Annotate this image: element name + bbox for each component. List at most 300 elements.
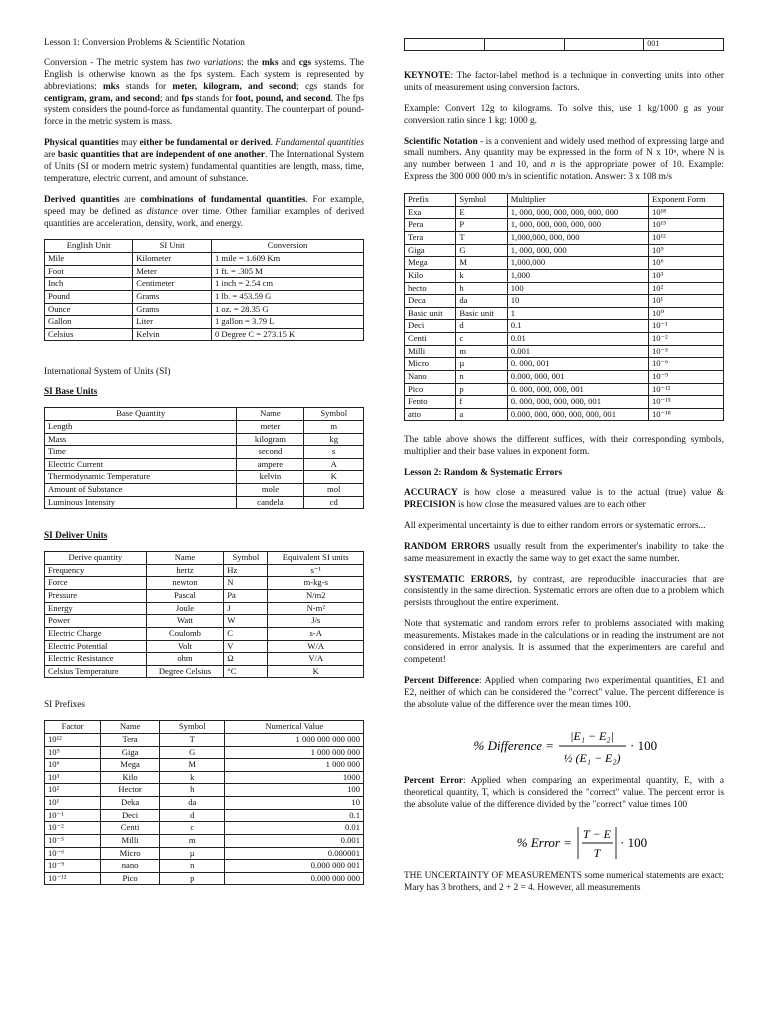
table-cell: 10⁻¹ xyxy=(45,809,101,822)
scientific-notation-paragraph xyxy=(404,137,724,185)
table-cell: Pera xyxy=(405,219,456,232)
table-cell: Basic unit xyxy=(456,307,507,320)
table-cell: 10⁹ xyxy=(649,244,724,257)
table-cell: T xyxy=(160,733,225,746)
table-cell: ohm xyxy=(146,653,224,666)
column-header: Numerical Value xyxy=(225,721,364,734)
column-header: Prefix xyxy=(405,194,456,207)
formula1-equals: = xyxy=(546,738,554,754)
table-cell: Degree Celsius xyxy=(146,665,224,678)
table-cell: candela xyxy=(237,496,304,509)
table-row xyxy=(45,564,364,577)
table-cell: 1 000 000 xyxy=(225,759,364,772)
column-header: English Unit xyxy=(45,240,133,253)
table-row xyxy=(45,733,364,746)
table-row xyxy=(45,265,364,278)
table-row xyxy=(45,433,364,446)
si-derived-units-title: SI Deliver Units xyxy=(44,531,108,542)
table-row xyxy=(405,320,724,333)
text-run: PRECISION xyxy=(404,499,456,510)
table-row xyxy=(45,471,364,484)
text-run: : Applied when comparing an experimental quantity, E, with a theoretical quantity, T, which is considered the "correct" value. The percent error is the absolute value of the difference divided by the "correct" value times 100 xyxy=(404,776,725,811)
text-run: Physical quantities xyxy=(44,138,119,149)
table-cell: p xyxy=(456,383,507,396)
table-row xyxy=(405,358,724,371)
formula2-numerator: T − E xyxy=(583,827,611,842)
table-row xyxy=(405,219,724,232)
table-cell: µ xyxy=(160,847,225,860)
table-cell: Centimeter xyxy=(133,278,212,291)
table-cell: Tera xyxy=(101,733,160,746)
table-header-row xyxy=(45,721,364,734)
table-row xyxy=(405,333,724,346)
table-cell: 1000 xyxy=(225,771,364,784)
table-cell: Luminous Intensity xyxy=(45,496,237,509)
text-run: are xyxy=(119,194,141,205)
text-run: fps xyxy=(181,93,194,104)
table-row xyxy=(405,383,724,396)
table-cell: m-kg-s xyxy=(268,577,364,590)
table-cell: Mass xyxy=(45,433,237,446)
physical-quantities-paragraph xyxy=(44,138,364,186)
text-run: by contrast, are reproducible inaccuracies that are consistently in the same direction. Systematic errors are often due to a problem which persists throughout the entire experiment. xyxy=(404,574,725,609)
column-header: Factor xyxy=(45,721,101,734)
table-cell: Centi xyxy=(405,333,456,346)
table-cell: 10¹² xyxy=(45,733,101,746)
table-cell: ampere xyxy=(237,458,304,471)
example-paragraph xyxy=(404,104,724,128)
page-header-table xyxy=(404,38,724,51)
table-cell: c xyxy=(456,333,507,346)
formula2-denominator: T xyxy=(593,846,601,861)
table-cell: 10⁻¹⁵ xyxy=(649,396,724,409)
table-cell: 1 000 000 000 000 xyxy=(225,733,364,746)
table-cell: Thermodynamic Temperature xyxy=(45,471,237,484)
text-run: : The factor-label method is a technique in converting units into other units of measurement using conversion factors. xyxy=(404,71,724,93)
table-cell: Kilometer xyxy=(133,253,212,266)
table-cell: 10³ xyxy=(45,771,101,784)
table-cell: Basic unit xyxy=(405,307,456,320)
table-cell: 1 gallon = 3.79 L xyxy=(211,316,363,329)
si-title: International System of Units (SI) xyxy=(44,367,171,378)
si-prefixes-title: SI Prefixes xyxy=(44,700,86,711)
table-header-row xyxy=(45,240,364,253)
text-run: Example: Convert 12g to kilograms. To solve this, use 1 kg/1000 g as your conversion ratio since 1 kg: 1000 g. xyxy=(404,103,724,126)
random-errors-paragraph xyxy=(404,542,724,566)
text-run: Percent Difference xyxy=(404,675,479,686)
table-cell: 1, 000, 000, 000 xyxy=(507,244,648,257)
table-cell: 1 lb. = 453.59 G xyxy=(211,290,363,303)
table-cell: Ω xyxy=(224,653,268,666)
table-row xyxy=(45,316,364,329)
column-header: Derive quantity xyxy=(45,552,147,565)
si-base-units-title: SI Base Units xyxy=(44,387,98,398)
text-run: cgs xyxy=(298,57,312,68)
text-run: and xyxy=(278,57,299,68)
column-header: Equivalent SI units xyxy=(268,552,364,565)
table-cell: K xyxy=(304,471,364,484)
table-cell: E xyxy=(456,206,507,219)
table-cell: Inch xyxy=(45,278,133,291)
table-cell: k xyxy=(456,269,507,282)
table-cell: 10² xyxy=(45,784,101,797)
table-cell: 0.001 xyxy=(225,834,364,847)
table-cell: c xyxy=(160,822,225,835)
table-row xyxy=(45,797,364,810)
table-cell: C xyxy=(224,627,268,640)
table-cell: nano xyxy=(101,860,160,873)
table-cell: N/m2 xyxy=(268,590,364,603)
table-cell: a xyxy=(456,408,507,421)
text-run: . For example, speed may be defined as xyxy=(44,194,365,217)
table-cell: 1, 000, 000, 000, 000, 000 xyxy=(507,219,648,232)
table-cell: p xyxy=(160,872,225,885)
text-run: may xyxy=(118,138,140,149)
table-row xyxy=(45,615,364,628)
table-cell: 0.000, 000, 001 xyxy=(507,370,648,383)
table-cell: 10⁻⁹ xyxy=(649,370,724,383)
header-cell-1 xyxy=(405,39,485,51)
table-cell: Length xyxy=(45,420,237,433)
table-row xyxy=(405,345,724,358)
table-cell: Mile xyxy=(45,253,133,266)
table-cell: 0.001 xyxy=(507,345,648,358)
table-row xyxy=(405,307,724,320)
table-cell: Ounce xyxy=(45,303,133,316)
table-cell: 10⁻³ xyxy=(649,345,724,358)
table-cell: 10 xyxy=(507,295,648,308)
table-row xyxy=(405,244,724,257)
table-header-row xyxy=(405,194,724,207)
table-cell: Time xyxy=(45,446,237,459)
table-cell: W xyxy=(224,615,268,628)
table-cell: Milli xyxy=(405,345,456,358)
table-cell: 10⁻⁹ xyxy=(45,860,101,873)
table-above-paragraph xyxy=(404,435,724,459)
formula1-numerator: |E₁ − E₂| xyxy=(570,729,614,744)
column-header: Name xyxy=(101,721,160,734)
text-run: : the xyxy=(241,57,262,68)
table-row xyxy=(45,665,364,678)
table-cell: 10¹⁸ xyxy=(649,206,724,219)
table-cell: 1,000 xyxy=(507,269,648,282)
text-run: combinations of fundamental quantities xyxy=(140,194,306,205)
header-cell-page-number: 001 xyxy=(644,39,724,51)
text-run: mks xyxy=(102,81,120,92)
table-cell: Pico xyxy=(101,872,160,885)
table-cell: 10⁻¹² xyxy=(45,872,101,885)
table-cell: Electric Resistance xyxy=(45,653,147,666)
conversion-paragraph xyxy=(44,58,364,129)
table-cell: 10⁻⁶ xyxy=(649,358,724,371)
table-row xyxy=(45,496,364,509)
table-cell: d xyxy=(160,809,225,822)
table-cell: Deca xyxy=(405,295,456,308)
column-header: Symbol xyxy=(456,194,507,207)
table-cell: Giga xyxy=(101,746,160,759)
table-cell: 1 ft. = .305 M xyxy=(211,265,363,278)
table-cell: K xyxy=(268,665,364,678)
table-cell: V xyxy=(224,640,268,653)
si-prefixes-table xyxy=(44,720,364,885)
table-cell: 10¹² xyxy=(649,232,724,245)
text-run: ACCURACY xyxy=(404,488,458,499)
text-run: usually result from the experimenter's inability to take the same measurement in exactly the same way to get exact the same number. xyxy=(404,541,724,564)
table-cell: Celsius xyxy=(45,328,133,341)
text-run: is the appropriate power of 10. Example: Express the 300 000 000 m/s in scientific notation. Answer: 3 x 108 m/s xyxy=(404,160,725,183)
text-run: : Applied when comparing two experimental quantities, E1 and E2, neither of which can be considered the "correct" value. The percent difference is the absolute value of the difference over the mean times 100. xyxy=(404,675,724,710)
table-row xyxy=(45,627,364,640)
table-cell: 10⁻¹² xyxy=(649,383,724,396)
column-header: Name xyxy=(146,552,224,565)
table-cell: Gallon xyxy=(45,316,133,329)
table-cell: m xyxy=(304,420,364,433)
table-row xyxy=(405,295,724,308)
table-cell: 10² xyxy=(649,282,724,295)
table-cell: 0.000 000 001 xyxy=(225,860,364,873)
table-cell: s-A xyxy=(268,627,364,640)
table-header-row xyxy=(45,552,364,565)
table-row xyxy=(45,446,364,459)
table-cell: s xyxy=(304,446,364,459)
text-run: . The International System of Units (SI or modern metric system) fundamental quantities are length, mass, time, temperature, electric current, and amount of substance. xyxy=(44,150,364,184)
table-row xyxy=(45,577,364,590)
text-run: Fundamental quantities xyxy=(275,138,364,149)
table-cell: second xyxy=(237,446,304,459)
table-cell: 1,000,000, 000, 000 xyxy=(507,232,648,245)
column-header: Conversion xyxy=(211,240,363,253)
table-cell: P xyxy=(456,219,507,232)
si-derived-units-table xyxy=(44,551,364,678)
percent-error-formula xyxy=(404,821,724,865)
table-row xyxy=(45,484,364,497)
table-cell: 0.000, 000, 000, 000, 000, 001 xyxy=(507,408,648,421)
header-cell-3 xyxy=(564,39,644,51)
table-cell: 0.01 xyxy=(507,333,648,346)
table-cell: 0. 000, 000, 000, 001 xyxy=(507,383,648,396)
si-base-units-table xyxy=(44,407,364,509)
table-cell: Grams xyxy=(133,290,212,303)
conversion-table xyxy=(44,239,364,341)
table-cell: Volt xyxy=(146,640,224,653)
table-cell: 10⁹ xyxy=(45,746,101,759)
column-header: Exponent Form xyxy=(649,194,724,207)
column-header: Symbol xyxy=(160,721,225,734)
text-run: THE UNCERTAINTY OF MEASUREMENTS some numerical statements are exact: Mary has 3 brothers, and 2 + 2 = 4. However, all measurements xyxy=(404,871,724,893)
text-run: SYSTEMATIC ERRORS, xyxy=(404,574,512,585)
table-row xyxy=(45,458,364,471)
table-cell: Frequency xyxy=(45,564,147,577)
column-header: Multiplier xyxy=(507,194,648,207)
text-run: RANDOM ERRORS xyxy=(404,541,490,552)
text-run: mks xyxy=(261,57,279,68)
table-cell: Tera xyxy=(405,232,456,245)
table-cell: Watt xyxy=(146,615,224,628)
table-cell: Kilo xyxy=(101,771,160,784)
text-run: meter, kilogram, and second xyxy=(172,81,297,92)
table-cell: Pico xyxy=(405,383,456,396)
table-cell: Mega xyxy=(405,257,456,270)
table-cell: Micro xyxy=(101,847,160,860)
table-cell: 1 xyxy=(507,307,648,320)
table-cell: Fento xyxy=(405,396,456,409)
table-cell: h xyxy=(456,282,507,295)
table-cell: V/A xyxy=(268,653,364,666)
text-run: two variations xyxy=(186,57,242,68)
table-cell: newton xyxy=(146,577,224,590)
table-cell: 10 xyxy=(225,797,364,810)
table-cell: W/A xyxy=(268,640,364,653)
formula1-denominator: ½ (E₁ − E₂) xyxy=(563,751,621,766)
table-cell: J/s xyxy=(268,615,364,628)
column-header: Name xyxy=(237,408,304,421)
table-cell: Power xyxy=(45,615,147,628)
table-cell: cd xyxy=(304,496,364,509)
table-row xyxy=(405,370,724,383)
table-row xyxy=(45,822,364,835)
table-cell: 1, 000, 000, 000, 000, 000, 000 xyxy=(507,206,648,219)
table-cell: 10⁻⁶ xyxy=(45,847,101,860)
table-cell: mol xyxy=(304,484,364,497)
table-row xyxy=(45,872,364,885)
table-cell: 10¹ xyxy=(649,295,724,308)
text-run: is how close a measured value is to the actual (true) value & xyxy=(457,488,724,499)
table-cell: 10⁻³ xyxy=(45,834,101,847)
table-cell: Deci xyxy=(405,320,456,333)
table-cell: Pascal xyxy=(146,590,224,603)
table-cell: 0 Degree C = 273.15 K xyxy=(211,328,363,341)
table-cell: Amount of Substance xyxy=(45,484,237,497)
table-cell: J xyxy=(224,602,268,615)
table-cell: 100 xyxy=(507,282,648,295)
formula2-equals: = xyxy=(564,835,572,851)
table-cell: 10⁻² xyxy=(649,333,724,346)
table-cell: Pound xyxy=(45,290,133,303)
text-run: are xyxy=(44,150,58,161)
table-cell: Nano xyxy=(405,370,456,383)
table-row xyxy=(45,847,364,860)
table-cell: k xyxy=(160,771,225,784)
accuracy-paragraph xyxy=(404,488,724,512)
percent-error-paragraph xyxy=(404,776,724,812)
header-cell-2 xyxy=(484,39,564,51)
formula2-lhs: % Error xyxy=(516,835,560,851)
table-cell: m xyxy=(456,345,507,358)
table-row xyxy=(45,303,364,316)
table-cell: 100 xyxy=(225,784,364,797)
table-header-row xyxy=(45,408,364,421)
table-row xyxy=(45,860,364,873)
table-row xyxy=(405,206,724,219)
table-cell: 0.1 xyxy=(225,809,364,822)
table-cell: Grams xyxy=(133,303,212,316)
table-cell: mole xyxy=(237,484,304,497)
table-cell: N xyxy=(224,577,268,590)
table-row xyxy=(45,253,364,266)
table-row xyxy=(45,420,364,433)
table-row xyxy=(45,653,364,666)
table-cell: n xyxy=(160,860,225,873)
table-row xyxy=(405,232,724,245)
table-row xyxy=(45,640,364,653)
table-cell: s⁻¹ xyxy=(268,564,364,577)
text-run: ; and xyxy=(159,93,182,104)
table-cell: G xyxy=(160,746,225,759)
percent-difference-paragraph xyxy=(404,676,724,712)
table-cell: Electric Current xyxy=(45,458,237,471)
text-run: n xyxy=(550,160,556,171)
table-cell: 10⁰ xyxy=(649,307,724,320)
table-cell: 10⁻² xyxy=(45,822,101,835)
text-run: - is a convenient and widely used method of expressing large and small numbers. Any quantity may be expressed in the form of N x 10ⁿ, where N is any number between 1 and 10, and xyxy=(404,136,724,171)
table-cell: Micro xyxy=(405,358,456,371)
table-row xyxy=(405,282,724,295)
uncertainty-paragraph xyxy=(404,521,724,533)
table-row xyxy=(45,602,364,615)
table-cell: T xyxy=(456,232,507,245)
table-cell: kelvin xyxy=(237,471,304,484)
table-cell: 10⁶ xyxy=(45,759,101,772)
lesson1-title: Lesson 1: Conversion Problems & Scientific Notation xyxy=(44,38,245,48)
lesson2-title: Lesson 2: Random & Systematic Errors xyxy=(404,468,563,479)
table-cell: hertz xyxy=(146,564,224,577)
table-row xyxy=(45,278,364,291)
uncertainty-of-measurements-paragraph xyxy=(404,871,724,895)
table-cell: 10⁶ xyxy=(649,257,724,270)
table-cell: Deci xyxy=(101,809,160,822)
table-row xyxy=(45,809,364,822)
table-cell: Hz xyxy=(224,564,268,577)
table-cell: Hector xyxy=(101,784,160,797)
table-cell: 10¹⁵ xyxy=(649,219,724,232)
formula2-tail: · 100 xyxy=(620,835,648,851)
table-cell: Pa xyxy=(224,590,268,603)
text-run: is how close the measured values are to each other xyxy=(455,499,646,510)
table-row xyxy=(45,759,364,772)
systematic-errors-paragraph xyxy=(404,575,724,611)
table-cell: 0.000 000 000 xyxy=(225,872,364,885)
table-cell: 10¹ xyxy=(45,797,101,810)
table-cell: m xyxy=(160,834,225,847)
column-header: Symbol xyxy=(224,552,268,565)
table-cell: Liter xyxy=(133,316,212,329)
keynote-paragraph xyxy=(404,71,724,95)
table-row xyxy=(45,590,364,603)
table-cell: 0. 000, 000, 000, 000, 001 xyxy=(507,396,648,409)
text-run: over time. Other familiar examples of derived quantities are acceleration, density, work, and energy. xyxy=(44,206,364,229)
table-cell: Exa xyxy=(405,206,456,219)
text-run: . xyxy=(270,138,276,149)
table-cell: 0.1 xyxy=(507,320,648,333)
text-run: basic quantities that are independent of one another xyxy=(57,150,266,161)
table-row xyxy=(45,784,364,797)
text-run: stands for xyxy=(119,81,173,92)
table-row xyxy=(45,771,364,784)
table-cell: Coulomb xyxy=(146,627,224,640)
text-run: Conversion - The metric system has xyxy=(44,57,187,68)
formula1-lhs: % Difference xyxy=(473,738,542,754)
table-cell: °C xyxy=(224,665,268,678)
table-cell: Milli xyxy=(101,834,160,847)
text-run: systems. The English is otherwise known as the fps system. Each system is represented by abbreviations: xyxy=(44,57,364,92)
table-cell: atto xyxy=(405,408,456,421)
table-cell: Electric Potential xyxy=(45,640,147,653)
table-cell: 1 000 000 000 xyxy=(225,746,364,759)
text-run: centigram, gram, and second xyxy=(44,93,160,104)
table-cell: Meter xyxy=(133,265,212,278)
text-run: Derived quantities xyxy=(44,194,120,205)
table-cell: kg xyxy=(304,433,364,446)
